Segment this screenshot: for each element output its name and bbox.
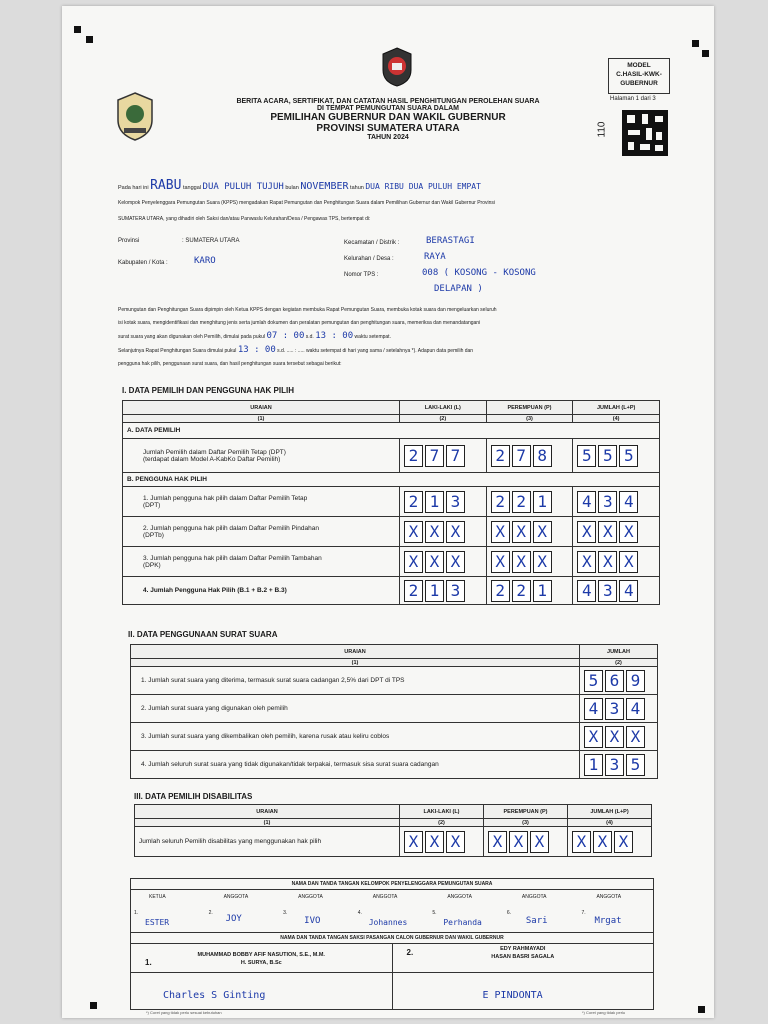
page-indicator: Halaman 1 dari 3 xyxy=(610,96,656,102)
digit-box: 4 xyxy=(619,580,638,602)
col-jumlah: JUMLAH (L+P) xyxy=(573,401,660,415)
s3-row-p xyxy=(484,827,568,857)
member-number: 3. xyxy=(283,910,288,916)
member-number: 1. xyxy=(134,910,139,916)
corner-mark-bottom-right xyxy=(698,1006,705,1013)
cross-box: X xyxy=(593,831,612,853)
digit-box: 2 xyxy=(491,445,510,467)
corner-mark-top-left xyxy=(74,26,81,33)
section-b-title: B. PENGGUNA HAK PILIH xyxy=(123,473,660,487)
cross-box: X xyxy=(425,521,444,543)
tahun-value: DUA RIBU DUA PULUH EMPAT xyxy=(365,182,481,191)
s2-row4-value xyxy=(580,751,658,779)
digit-box: 7 xyxy=(425,445,444,467)
kecamatan-label: Kecamatan / Distrik : xyxy=(344,240,400,246)
section3-title: III. DATA PEMILIH DISABILITAS xyxy=(134,792,253,801)
digit-box: 3 xyxy=(598,580,617,602)
saksi1-signature: Charles S Ginting xyxy=(163,990,266,1001)
num-3: (3) xyxy=(486,415,573,423)
digit-box: 5 xyxy=(577,445,596,467)
digit-box: 2 xyxy=(404,580,423,602)
s2-num-1: (1) xyxy=(131,659,580,667)
num-1: (1) xyxy=(123,415,400,423)
p3-text: surat suara yang akan digunakan oleh Pemilih, dimulai pada pukul xyxy=(118,334,266,340)
table-row xyxy=(135,827,652,857)
cross-box: X xyxy=(404,551,423,573)
row-b3-l xyxy=(400,547,487,577)
paragraph-line5: pengguna hak pilih, penggunaan surat suara, dan hasil penghitungan suara tersebut sebagai berikut: xyxy=(118,361,342,367)
digit-box: 2 xyxy=(491,491,510,513)
hari-value: RABU xyxy=(150,178,182,193)
row-a-label xyxy=(123,439,400,473)
row-b1-label1: 1. Jumlah pengguna hak pilih dalam Daftar Pemilih Tetap xyxy=(143,494,308,502)
member-number: 2. xyxy=(208,910,213,916)
kpps-signature-title: NAMA DAN TANDA TANGAN KELOMPOK PENYELENGGARA PEMUNGUTAN SUARA xyxy=(131,879,653,890)
row-a-t xyxy=(573,439,660,473)
cross-box: X xyxy=(512,521,531,543)
table-row xyxy=(131,695,658,723)
digit-box: 8 xyxy=(533,445,552,467)
header-line2: DI TEMPAT PEMUNGUTAN SUARA DALAM xyxy=(316,105,460,112)
member-2 xyxy=(206,890,281,932)
member-signature: IVO xyxy=(304,916,321,926)
end-time: 13 : 00 xyxy=(315,331,354,341)
kabupaten-value: KARO xyxy=(194,256,216,266)
intro-line xyxy=(118,178,678,193)
kelurahan-label: Kelurahan / Desa : xyxy=(344,256,394,262)
intro-text2: SUMATERA UTARA, yang dihadiri oleh Saksi dan/atau Panwaslu Kelurahan/Desa / Pengawas TPS, bertempat di: xyxy=(118,216,371,222)
digit-box: 2 xyxy=(404,445,423,467)
row-b2-label2: (DPTb) xyxy=(143,531,164,539)
tanggal-label: tanggal xyxy=(182,185,201,191)
cross-box: X xyxy=(619,521,638,543)
pair-number: 2. xyxy=(406,948,414,957)
col-laki: LAKI-LAKI (L) xyxy=(400,401,487,415)
footer-right: *) Coret yang tidak perlu xyxy=(582,1010,626,1015)
kpps-members xyxy=(131,890,653,933)
provincial-emblem-icon xyxy=(114,90,156,142)
section2-table xyxy=(130,644,658,779)
row-a-label1: Jumlah Pemilih dalam Daftar Pemilih Tetap (DPT) xyxy=(143,448,286,456)
s2-row4-label: 4. Jumlah seluruh surat suara yang tidak digunakan/tidak terpakai, termasuk sisa surat suara cadangan xyxy=(131,751,580,779)
row-b1-l xyxy=(400,487,487,517)
row-b1-t xyxy=(573,487,660,517)
member-signature: Perhanda xyxy=(443,918,482,927)
model-line1: MODEL xyxy=(627,62,651,69)
row-b4-label xyxy=(123,577,400,605)
intro-text1: Kelompok Penyelenggara Pemungutan Suara (KPPS) mengadakan Rapat Pemungutan dan Penghitungan Suara dalam Pemilihan Gubernur dan Wakil Gubernur Provinsi xyxy=(118,200,495,206)
digit-box: 3 xyxy=(605,698,624,720)
col-perempuan: PEREMPUAN (P) xyxy=(486,401,573,415)
row-b1-label2: (DPT) xyxy=(143,501,161,509)
digit-box: 6 xyxy=(605,670,624,692)
digit-box: 7 xyxy=(512,445,531,467)
cross-box: X xyxy=(425,551,444,573)
row-b2-l xyxy=(400,517,487,547)
digit-box: 1 xyxy=(533,580,552,602)
cross-box: X xyxy=(626,726,645,748)
qr-code-icon xyxy=(622,110,668,156)
member-role: ANGGOTA xyxy=(298,894,323,900)
digit-box: 2 xyxy=(404,491,423,513)
member-signature: Mrgat xyxy=(594,916,622,926)
cross-box: X xyxy=(446,831,465,853)
saksi-row xyxy=(131,944,653,1010)
member-6 xyxy=(504,890,579,932)
cross-box: X xyxy=(425,831,444,853)
cross-box: X xyxy=(533,521,552,543)
digit-box: 4 xyxy=(577,580,596,602)
s3-col-laki: LAKI-LAKI (L) xyxy=(400,805,484,819)
table-row xyxy=(123,577,660,605)
digit-box: 4 xyxy=(577,491,596,513)
row-b2-label xyxy=(123,517,400,547)
table-row xyxy=(131,751,658,779)
tps-label: Nomor TPS : xyxy=(344,272,379,278)
member-signature: Johannes xyxy=(368,918,408,927)
bulan-label: bulan xyxy=(285,185,299,191)
member-number: 4. xyxy=(357,910,362,916)
section3-table xyxy=(134,804,652,857)
member-4 xyxy=(355,890,430,932)
col-uraian: URAIAN xyxy=(123,401,400,415)
digit-box: 3 xyxy=(446,580,465,602)
member-number: 7. xyxy=(581,910,586,916)
digit-box: 1 xyxy=(584,754,603,776)
member-role: ANGGOTA xyxy=(521,894,547,900)
table-row xyxy=(123,487,660,517)
digit-box: 1 xyxy=(425,491,444,513)
cross-box: X xyxy=(577,551,596,573)
kabupaten-label: Kabupaten / Kota : xyxy=(118,260,168,266)
pair2-candidate: EDY RAHMAYADI xyxy=(500,946,546,952)
row-b2-label1: 2. Jumlah pengguna hak pilih dalam Daftar Pemilih Pindahan xyxy=(143,524,319,532)
digit-box: 4 xyxy=(619,491,638,513)
digit-box: 1 xyxy=(533,491,552,513)
table-row xyxy=(131,723,658,751)
header-line3: PEMILIHAN GUBERNUR DAN WAKIL GUBERNUR xyxy=(270,112,506,123)
row-b1-p xyxy=(486,487,573,517)
kelurahan-value: RAYA xyxy=(424,252,446,262)
row-a-l xyxy=(400,439,487,473)
corner-mark-top-right-2 xyxy=(702,50,709,57)
table-row xyxy=(123,517,660,547)
member-number: 5. xyxy=(432,910,437,916)
cross-box: X xyxy=(605,726,624,748)
form-code: 110 xyxy=(596,121,608,138)
corner-mark-bottom-left xyxy=(90,1002,97,1009)
s3-col-perempuan: PEREMPUAN (P) xyxy=(484,805,568,819)
form-paper xyxy=(62,6,714,1018)
row-b4-p xyxy=(486,577,573,605)
row-b2-t xyxy=(573,517,660,547)
start-time: 07 : 00 xyxy=(266,331,305,341)
row-b3-label1: 3. Jumlah pengguna hak pilih dalam Daftar Pemilih Tambahan xyxy=(143,554,322,562)
cross-box: X xyxy=(614,831,633,853)
header-line5: TAHUN 2024 xyxy=(367,134,409,141)
cross-box: X xyxy=(491,521,510,543)
digit-box: 9 xyxy=(626,670,645,692)
paragraph-line3 xyxy=(118,330,710,344)
provinsi-value: : SUMATERA UTARA xyxy=(182,238,240,244)
s2-col-jumlah: JUMLAH xyxy=(580,645,658,659)
s2-num-2: (2) xyxy=(580,659,658,667)
divider xyxy=(393,972,654,973)
s2-row2-label: 2. Jumlah surat suara yang digunakan oleh pemilih xyxy=(131,695,580,723)
digit-box: 3 xyxy=(598,491,617,513)
member-5 xyxy=(429,890,504,932)
cross-box: X xyxy=(619,551,638,573)
member-7 xyxy=(578,890,653,932)
cross-box: X xyxy=(572,831,591,853)
form-header xyxy=(182,98,594,141)
row-b4-label1: 4. Jumlah Pengguna Hak Pilih (B.1 + B.2 + B.3) xyxy=(143,587,287,594)
header-line1: BERITA ACARA, SERTIFIKAT, DAN CATATAN HASIL PENGHITUNGAN PEROLEHAN SUARA xyxy=(236,98,540,105)
p4-text: Selanjutnya Rapat Penghitungan Suara dimulai pukul xyxy=(118,348,237,354)
cross-box: X xyxy=(404,831,423,853)
corner-mark-top-left-2 xyxy=(86,36,93,43)
p3-end: waktu setempat. xyxy=(354,334,391,340)
cross-box: X xyxy=(598,551,617,573)
digit-box: 4 xyxy=(584,698,603,720)
s3-row-l xyxy=(400,827,484,857)
member-role: ANGGOTA xyxy=(447,894,472,900)
row-a-label2: (terdapat dalam Model A-KabKo Daftar Pemilih) xyxy=(143,455,281,463)
cross-box: X xyxy=(530,831,549,853)
location-block xyxy=(118,230,678,300)
corner-mark-top-right xyxy=(692,40,699,47)
s2-row1-label: 1. Jumlah surat suara yang diterima, termasuk surat suara cadangan 2,5% dari DPT di TPS xyxy=(131,667,580,695)
cross-box: X xyxy=(509,831,528,853)
digit-box: 1 xyxy=(425,580,444,602)
member-number: 6. xyxy=(506,910,512,916)
digit-box: 2 xyxy=(491,580,510,602)
member-role: ANGGOTA xyxy=(596,894,622,900)
cross-box: X xyxy=(491,551,510,573)
digit-box: 7 xyxy=(446,445,465,467)
row-a-p xyxy=(486,439,573,473)
row-b3-label2: (DPK) xyxy=(143,561,161,569)
hari-label: Pada hari ini xyxy=(118,185,149,191)
s3-num-2: (2) xyxy=(400,819,484,827)
model-line2: C.HASIL-KWK- xyxy=(616,71,662,78)
header-line4: PROVINSI SUMATERA UTARA xyxy=(316,123,460,134)
cross-box: X xyxy=(488,831,507,853)
bulan-value: NOVEMBER xyxy=(300,181,349,192)
s3-num-1: (1) xyxy=(135,819,400,827)
cross-box: X xyxy=(404,521,423,543)
tanggal-value: DUA PULUH TUJUH xyxy=(202,182,284,192)
table-row xyxy=(131,667,658,695)
cross-box: X xyxy=(533,551,552,573)
pair1-deputy: H. SURYA, B.Sc xyxy=(240,960,282,966)
row-b3-t xyxy=(573,547,660,577)
procedure-paragraph xyxy=(118,304,710,371)
cross-box: X xyxy=(577,521,596,543)
num-2: (2) xyxy=(400,415,487,423)
section1-title: I. DATA PEMILIH DAN PENGGUNA HAK PILIH xyxy=(122,386,294,395)
section2-title: II. DATA PENGGUNAAN SURAT SUARA xyxy=(128,630,278,639)
row-b4-l xyxy=(400,577,487,605)
digit-box: 5 xyxy=(584,670,603,692)
member-1 xyxy=(131,890,206,932)
member-role: ANGGOTA xyxy=(223,894,249,900)
member-signature: JOY xyxy=(225,914,242,924)
s3-row-t xyxy=(568,827,652,857)
tps-value: 008 ( KOSONG - KOSONG xyxy=(422,268,536,278)
paragraph-line1: Pemungutan dan Penghitungan Suara dipimpin oleh Ketua KPPS dengan kegiatan membuka Rapat Pemungutan Suara, membuka kotak suara dan mengeluarkan seluruh xyxy=(118,307,497,313)
member-signature: ESTER xyxy=(145,918,170,927)
s3-num-3: (3) xyxy=(484,819,568,827)
row-b3-p xyxy=(486,547,573,577)
pair2-deputy: HASAN BASRI SAGALA xyxy=(491,954,555,960)
kpu-logo-icon xyxy=(380,46,414,88)
row-b3-label xyxy=(123,547,400,577)
row-b4-t xyxy=(573,577,660,605)
table-row xyxy=(123,439,660,473)
section-a-title: A. DATA PEMILIH xyxy=(123,423,660,439)
s3-num-4: (4) xyxy=(568,819,652,827)
member-role: KETUA xyxy=(149,894,166,900)
pair1-candidate: MUHAMMAD BOBBY AFIF NASUTION, S.E., M.M. xyxy=(197,952,325,958)
digit-box: 3 xyxy=(605,754,624,776)
member-signature: Sari xyxy=(525,916,548,926)
provinsi-label: Provinsi xyxy=(118,238,140,244)
saksi2-signature: E PINDONTA xyxy=(482,990,543,1001)
paragraph-line4 xyxy=(118,344,710,358)
digit-box: 5 xyxy=(619,445,638,467)
model-box xyxy=(608,58,670,94)
cross-box: X xyxy=(446,521,465,543)
cross-box: X xyxy=(446,551,465,573)
s2-row2-value xyxy=(580,695,658,723)
digit-box: 2 xyxy=(512,491,531,513)
saksi-pair-2 xyxy=(393,944,654,1010)
member-3 xyxy=(280,890,355,932)
row-b2-p xyxy=(486,517,573,547)
signature-block xyxy=(130,878,654,1010)
p3-sd: s.d. xyxy=(305,334,314,340)
count-start-time: 13 : 00 xyxy=(237,345,276,355)
s2-row3-value xyxy=(580,723,658,751)
digit-box: 2 xyxy=(512,580,531,602)
paragraph-line2: isi kotak suara, mengidentifikasi dan menghitung jenis serta jumlah dokumen dan peralatan pemungutan dan penghitungan suara, memeriksa dan menandatangani xyxy=(118,320,481,326)
p4-rest: s.d. ..... : ..... waktu setempat di hari yang sama / setelahnya *). Adapun data pemilih dan xyxy=(277,348,474,354)
kecamatan-value: BERASTAGI xyxy=(426,236,475,246)
s2-col-uraian: URAIAN xyxy=(131,645,580,659)
cross-box: X xyxy=(512,551,531,573)
s3-col-uraian: URAIAN xyxy=(135,805,400,819)
model-line3: GUBERNUR xyxy=(620,80,658,87)
tahun-label: tahun xyxy=(350,185,364,191)
digit-box: 5 xyxy=(626,754,645,776)
s3-row-label: Jumlah seluruh Pemilih disabilitas yang menggunakan hak pilih xyxy=(135,827,400,857)
digit-box: 4 xyxy=(626,698,645,720)
saksi-signature-title: NAMA DAN TANDA TANGAN SAKSI PASANGAN CALON GUBERNUR DAN WAKIL GUBERNUR xyxy=(131,933,653,944)
row-b1-label xyxy=(123,487,400,517)
digit-box: 3 xyxy=(446,491,465,513)
divider xyxy=(131,972,392,973)
footer-left: *) Coret yang tidak perlu sesuai kebutuhan xyxy=(146,1010,222,1015)
s2-row1-value xyxy=(580,667,658,695)
tps-value-2: DELAPAN ) xyxy=(434,284,483,294)
digit-box: 5 xyxy=(598,445,617,467)
cross-box: X xyxy=(584,726,603,748)
cross-box: X xyxy=(598,521,617,543)
pair-number: 1. xyxy=(145,958,152,967)
section1-table xyxy=(122,400,660,605)
member-role: ANGGOTA xyxy=(372,894,398,900)
table-row xyxy=(123,547,660,577)
num-4: (4) xyxy=(573,415,660,423)
saksi-pair-1 xyxy=(131,944,393,1010)
s3-col-jumlah: JUMLAH (L+P) xyxy=(568,805,652,819)
s2-row3-label: 3. Jumlah surat suara yang dikembalikan oleh pemilih, karena rusak atau keliru coblos xyxy=(131,723,580,751)
